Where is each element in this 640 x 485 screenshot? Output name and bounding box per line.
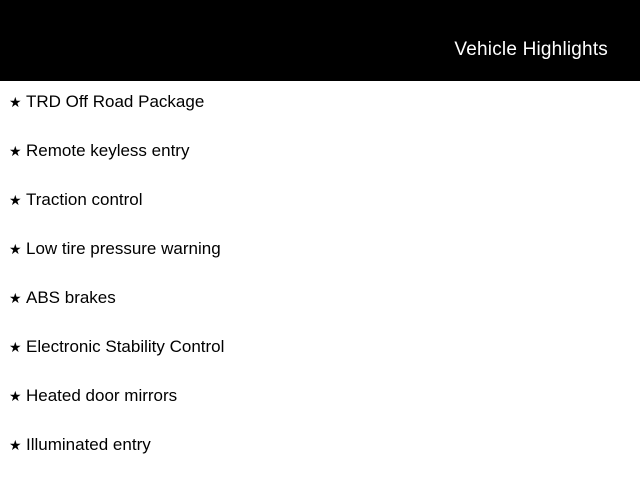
star-icon: ★ [9, 241, 22, 257]
star-icon: ★ [9, 437, 22, 453]
list-item [0, 436, 640, 485]
star-icon: ★ [9, 388, 22, 404]
page-header [0, 0, 640, 81]
list-item [0, 338, 640, 387]
list-item-label: TRD Off Road Package [26, 92, 205, 111]
list-item [0, 387, 640, 436]
highlights-list [0, 81, 640, 485]
list-item-label: Traction control [26, 190, 143, 209]
star-icon: ★ [9, 192, 22, 208]
star-icon: ★ [9, 339, 22, 355]
list-item-label: ABS brakes [26, 288, 116, 307]
list-item [0, 289, 640, 338]
list-item [0, 142, 640, 191]
list-item-label: Electronic Stability Control [26, 337, 225, 356]
star-icon: ★ [9, 290, 22, 306]
list-item-label: Illuminated entry [26, 435, 151, 454]
star-icon: ★ [9, 143, 22, 159]
star-icon: ★ [9, 94, 22, 110]
list-item-label: Remote keyless entry [26, 141, 190, 160]
list-item-label: Low tire pressure warning [26, 239, 221, 258]
list-item [0, 191, 640, 240]
page-title: Vehicle Highlights [454, 39, 608, 60]
list-item [0, 93, 640, 142]
list-item-label: Heated door mirrors [26, 386, 178, 405]
list-item [0, 240, 640, 289]
